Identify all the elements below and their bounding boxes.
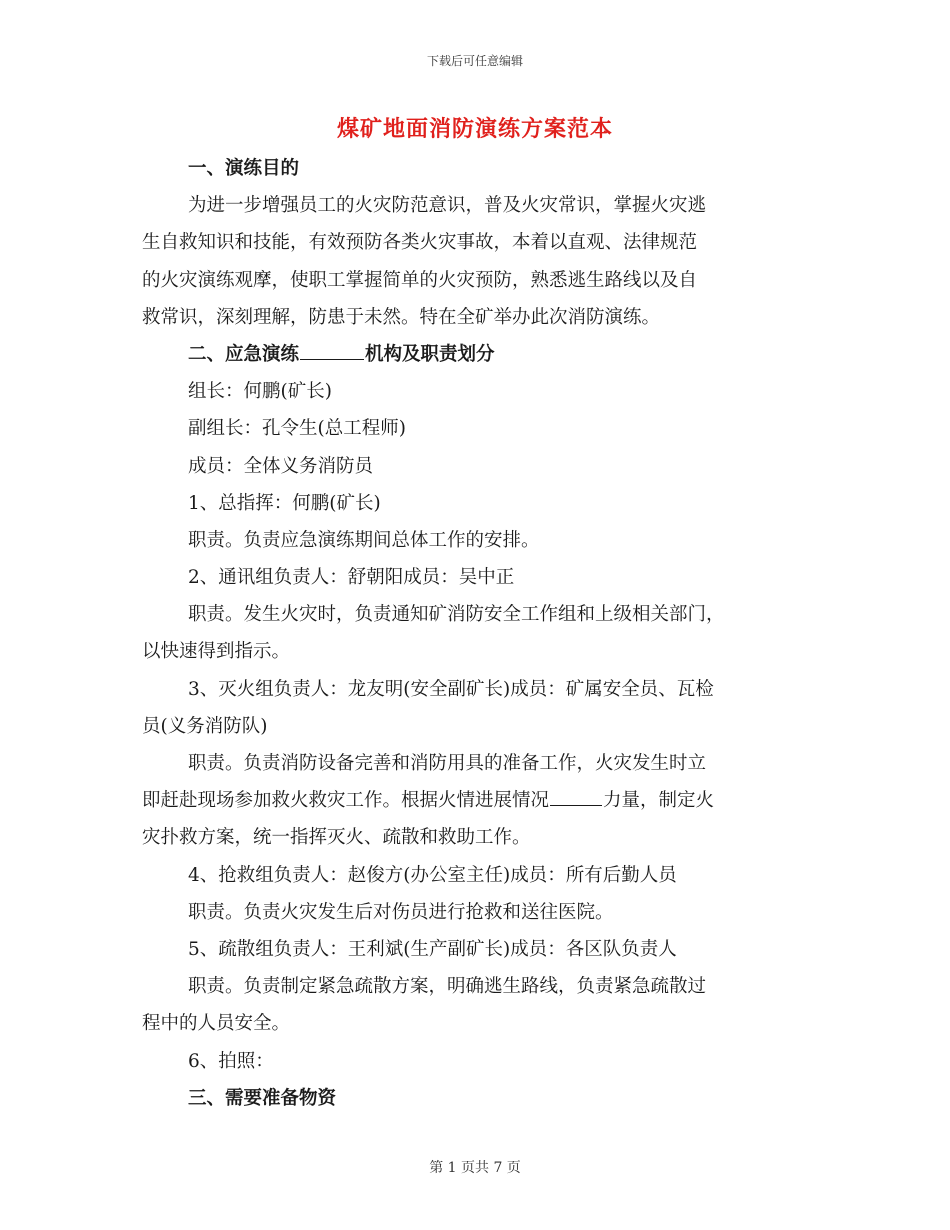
section-heading-2 (142, 336, 810, 373)
item-3: 3、灭火组负责人：龙友明(安全副矿长)成员：矿属安全员、瓦检 (188, 678, 714, 700)
item-1: 1、总指挥：何鹏(矿长) (188, 492, 381, 514)
item-1-duty: 职责。负责应急演练期间总体工作的安排。 (188, 529, 540, 551)
heading-part: 二、应急演练 (188, 343, 300, 365)
paragraph-line: 救常识，深刻理解，防患于未然。特在全矿举办此次消防演练。 (142, 306, 661, 328)
item-6: 6、拍照： (188, 1050, 274, 1072)
header-note: 下载后可任意编辑 (426, 54, 523, 68)
document-body (142, 150, 810, 1117)
item-4: 4、抢救组负责人：赵俊方(办公室主任)成员：所有后勤人员 (188, 864, 677, 886)
item-3-duty-cont (142, 782, 810, 819)
fill-blank (300, 339, 364, 360)
item-2: 2、通讯组负责人：舒朝阳成员：吴中正 (188, 567, 515, 589)
item-3-cont: 员(义务消防队) (142, 715, 268, 737)
text-part: 即赶赴现场参加救火救灾工作。根据火情进展情况 (142, 790, 550, 812)
item-5-duty: 职责。负责制定紧急疏散方案，明确逃生路线，负责紧急疏散过 (188, 976, 707, 998)
heading-part: 机构及职责划分 (365, 343, 495, 365)
paragraph-line: 为进一步增强员工的火灾防范意识，普及火灾常识，掌握火灾逃 (188, 195, 707, 217)
leader-line: 组长：何鹏(矿长) (188, 381, 332, 403)
section-heading-1: 一、演练目的 (188, 158, 300, 179)
item-4-duty: 职责。负责火灾发生后对伤员进行抢救和送往医院。 (188, 901, 614, 923)
fill-blank (550, 785, 602, 806)
document-title: 煤矿地面消防演练方案范本 (336, 116, 613, 142)
item-2-duty-cont: 以快速得到指示。 (142, 641, 291, 663)
members-line: 成员：全体义务消防员 (188, 455, 374, 477)
item-2-duty: 职责。发生火灾时，负责通知矿消防安全工作组和上级相关部门， (188, 604, 725, 626)
deputy-line: 副组长：孔令生(总工程师) (188, 418, 406, 440)
page-number: 第 1 页共 7 页 (429, 1160, 521, 1176)
item-3-duty: 职责。负责消防设备完善和消防用具的准备工作，火灾发生时立 (188, 753, 707, 774)
section-heading-3: 三、需要准备物资 (188, 1087, 337, 1109)
item-5-duty-cont: 程中的人员安全。 (142, 1013, 291, 1035)
item-3-duty-cont: 灾扑救方案，统一指挥灭火、疏散和救助工作。 (142, 827, 531, 849)
paragraph-line: 生自救知识和技能，有效预防各类火灾事故，本着以直观、法律规范 (142, 232, 698, 254)
item-5: 5、疏散组负责人：王利斌(生产副矿长)成员：各区队负责人 (188, 938, 677, 960)
paragraph-line: 的火灾演练观摩，使职工掌握简单的火灾预防，熟悉逃生路线以及自 (142, 269, 698, 291)
text-part: 力量，制定火 (603, 790, 715, 812)
